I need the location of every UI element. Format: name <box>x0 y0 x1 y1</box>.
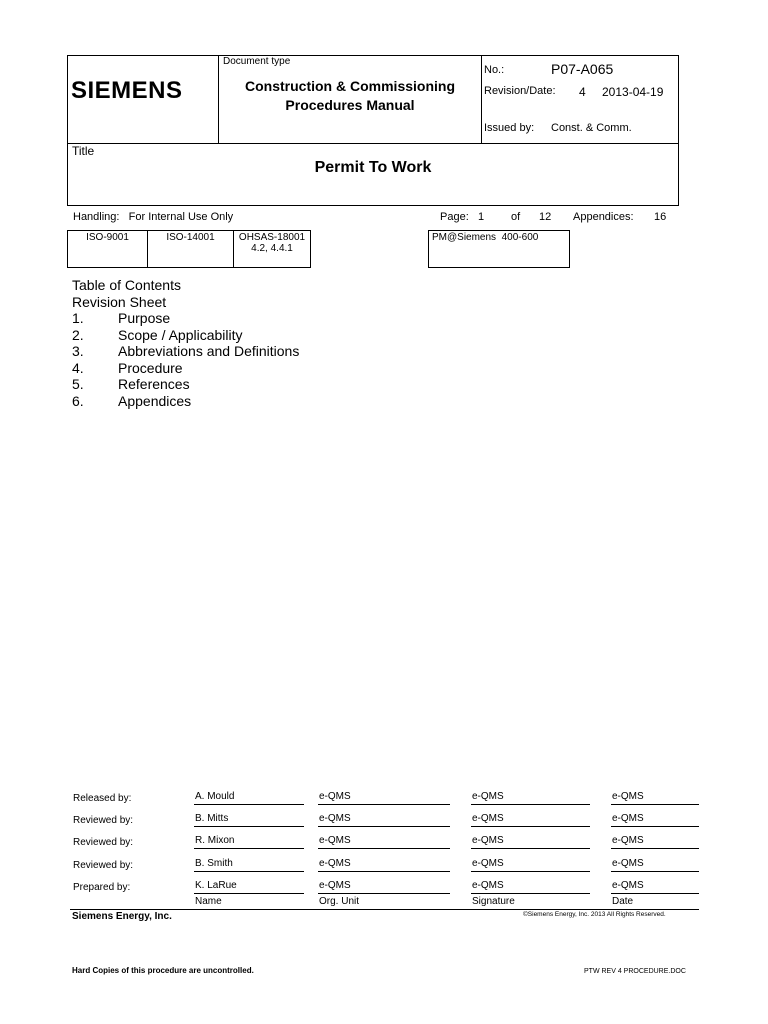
siemens-logo: SIEMENS <box>71 77 183 104</box>
toc-revision-sheet: Revision Sheet <box>72 293 167 310</box>
company-name: Siemens Energy, Inc. <box>72 911 172 922</box>
doctype-line-1: Construction & Commissioning <box>245 78 455 94</box>
copyright-text: ©Siemens Energy, Inc. 2013 All Rights Reserved. <box>523 911 666 918</box>
toc-heading: Table of Contents <box>72 277 181 293</box>
toc-item-number: 6. <box>72 392 84 409</box>
document-number-cell <box>482 56 678 143</box>
signature-row <box>0 809 768 831</box>
ohsas-line-1: OHSAS-18001 <box>238 232 306 243</box>
signature-date: e-QMS <box>611 835 699 849</box>
pm-siemens-box: PM@Siemens 400-600 <box>428 230 570 268</box>
table-of-contents <box>72 277 300 409</box>
toc-item-text: Procedure <box>118 359 183 376</box>
toc-item-number: 5. <box>72 376 84 392</box>
no-label: No.: <box>484 64 505 76</box>
toc-item[interactable] <box>72 310 181 327</box>
signature-org: e-QMS <box>318 835 450 849</box>
toc-item-number: 2. <box>72 326 84 343</box>
doctype-label: Document type <box>223 56 291 67</box>
toc-item-text: References <box>118 376 190 392</box>
title-label: Title <box>72 144 95 158</box>
signature-role: Reviewed by: <box>73 860 134 871</box>
iso-9001-cell: ISO-9001 <box>68 231 148 267</box>
caption-signature: Signature <box>472 896 515 907</box>
page-value: 1 <box>478 211 485 223</box>
no-value: P07-A065 <box>551 61 614 77</box>
signature-role: Reviewed by: <box>73 837 134 848</box>
signature-org: e-QMS <box>318 813 450 827</box>
issued-by-value: Const. & Comm. <box>551 122 632 134</box>
toc-item[interactable] <box>72 376 190 393</box>
signature-role: Reviewed by: <box>73 815 134 826</box>
toc-item[interactable] <box>72 360 181 377</box>
ohsas-line-2: 4.2, 4.4.1 <box>251 243 293 254</box>
toc-item-number: 1. <box>72 310 84 326</box>
revision-number: 4 <box>579 85 586 99</box>
signature-date: e-QMS <box>611 880 699 894</box>
doctype-line-2: Procedures Manual <box>285 97 415 113</box>
ohsas-cell <box>234 231 310 267</box>
document-header <box>67 55 679 206</box>
appendices-value: 16 <box>654 211 667 223</box>
toc-item-number: 4. <box>72 359 84 376</box>
revision-label: Revision/Date: <box>484 85 556 97</box>
handling-text: Handling: For Internal Use Only <box>73 211 234 223</box>
signature-name: B. Mitts <box>194 813 304 827</box>
signature-date: e-QMS <box>611 858 699 872</box>
caption-name: Name <box>195 896 222 907</box>
footer-divider <box>70 909 699 910</box>
page-total: 12 <box>539 211 552 223</box>
doctype-title <box>219 77 481 115</box>
signature-name: B. Smith <box>194 858 304 872</box>
toc-item-text: Appendices <box>118 392 192 409</box>
signature-date: e-QMS <box>611 813 699 827</box>
signature-sig: e-QMS <box>471 835 590 849</box>
title-row <box>68 143 678 205</box>
signature-date: e-QMS <box>611 791 699 805</box>
signature-name: K. LaRue <box>194 880 304 894</box>
toc-item-text: Purpose <box>118 310 171 326</box>
logo-cell <box>68 56 219 143</box>
signature-sig: e-QMS <box>471 880 590 894</box>
signature-sig: e-QMS <box>471 858 590 872</box>
signature-role: Prepared by: <box>73 882 131 893</box>
signature-row <box>0 787 768 809</box>
signature-org: e-QMS <box>318 791 450 805</box>
revision-date: 2013-04-19 <box>602 85 664 99</box>
caption-date: Date <box>612 896 634 907</box>
toc-item[interactable] <box>72 326 243 344</box>
toc-item[interactable] <box>72 392 192 410</box>
signature-row <box>0 876 768 898</box>
toc-item[interactable] <box>72 343 300 360</box>
of-label: of <box>511 211 521 223</box>
signature-row <box>0 831 768 853</box>
signature-name: A. Mould <box>194 791 304 805</box>
toc-item-number: 3. <box>72 343 84 359</box>
signature-sig: e-QMS <box>471 813 590 827</box>
signature-org: e-QMS <box>318 880 450 894</box>
signature-sig: e-QMS <box>471 791 590 805</box>
document-title: Permit To Work <box>314 159 432 176</box>
standards-box <box>67 230 311 268</box>
caption-org: Org. Unit <box>319 896 360 907</box>
signature-row <box>0 854 768 876</box>
toc-item-text: Scope / Applicability <box>118 326 243 343</box>
hardcopy-notice: Hard Copies of this procedure are uncontrolled. <box>72 966 254 975</box>
appendices-label: Appendices: <box>573 211 634 223</box>
page-label: Page: <box>440 211 469 223</box>
file-name: PTW REV 4 PROCEDURE.DOC <box>584 968 686 975</box>
signature-role: Released by: <box>73 793 132 804</box>
toc-item-text: Abbreviations and Definitions <box>118 343 300 359</box>
doctype-cell <box>219 56 482 143</box>
issued-by-label: Issued by: <box>484 122 535 134</box>
signature-name: R. Mixon <box>194 835 304 849</box>
signature-org: e-QMS <box>318 858 450 872</box>
iso-14001-cell: ISO-14001 <box>148 231 234 267</box>
